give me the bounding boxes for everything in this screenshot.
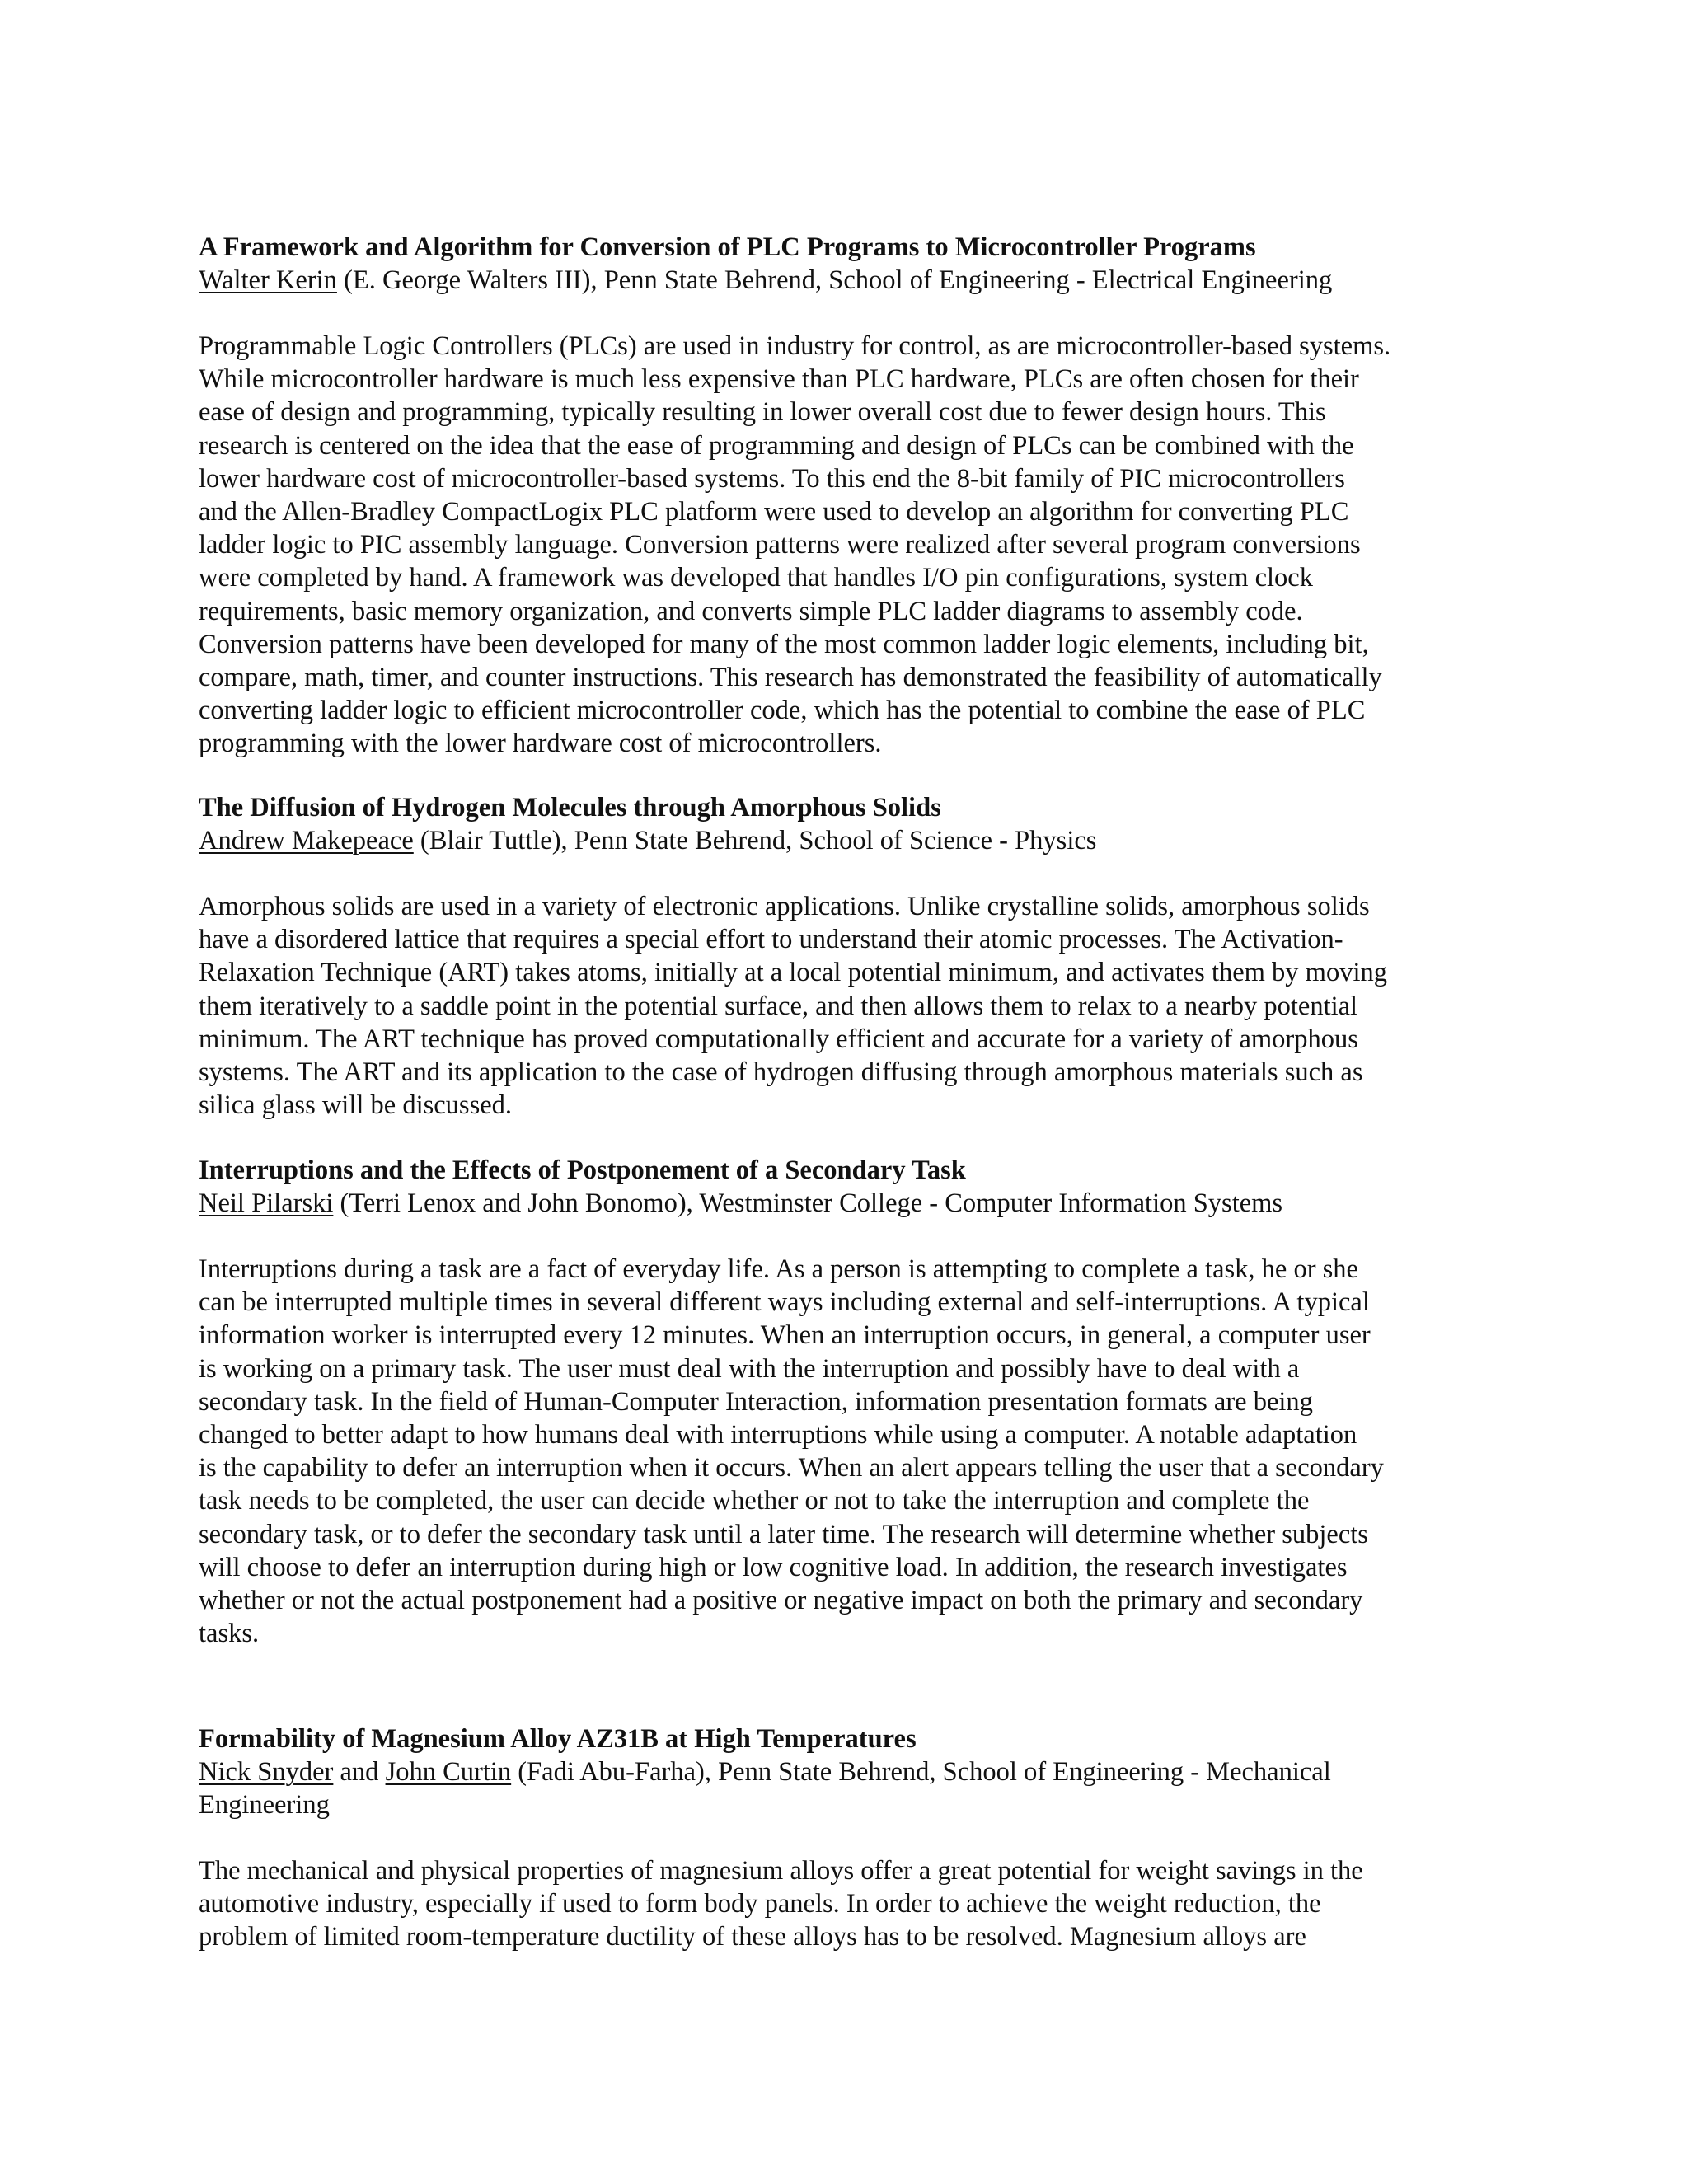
- body-line: Programmable Logic Controllers (PLCs) are used in industry for control, as are microcontroller-based systems.: [199, 331, 1391, 361]
- author-name: John Curtin: [385, 1757, 512, 1787]
- body-line: them iteratively to a saddle point in the potential surface, and then allows them to relax to a nearby potential: [199, 991, 1358, 1021]
- body-line: programming with the lower hardware cost of microcontrollers.: [199, 729, 882, 759]
- abstract-body: [199, 1253, 1493, 1650]
- abstract-title: The Diffusion of Hydrogen Molecules through Amorphous Solids: [199, 793, 941, 823]
- body-line: task needs to be completed, the user can decide whether or not to take the interruption and complete the: [199, 1486, 1310, 1516]
- body-line: secondary task, or to defer the secondary task until a later time. The research will determine whether subjects: [199, 1519, 1368, 1549]
- abstract-byline: [199, 1187, 1493, 1220]
- body-line: Conversion patterns have been developed for many of the most common ladder logic elements, including bit,: [199, 629, 1369, 659]
- body-line: information worker is interrupted every 12 minutes. When an interruption occurs, in general, a computer user: [199, 1320, 1371, 1351]
- affiliation: (Terri Lenox and John Bonomo), Westminster College - Computer Information Systems: [333, 1188, 1283, 1218]
- body-line: silica glass will be discussed.: [199, 1090, 513, 1121]
- abstract-title: Interruptions and the Effects of Postponement of a Secondary Task: [199, 1155, 966, 1185]
- body-line: is the capability to defer an interruption when it occurs. When an alert appears telling the user that a secondary: [199, 1453, 1384, 1483]
- body-line: automotive industry, especially if used to form body panels. In order to achieve the weight reduction, the: [199, 1889, 1321, 1919]
- body-line: will choose to defer an interruption during high or low cognitive load. In addition, the research investigates: [199, 1552, 1348, 1582]
- abstract-body: [199, 890, 1493, 1122]
- affiliation-continuation: Engineering: [199, 1790, 330, 1820]
- body-line: minimum. The ART technique has proved computationally efficient and accurate for a variety of amorphous: [199, 1024, 1358, 1054]
- body-line: is working on a primary task. The user must deal with the interruption and possibly have to deal with a: [199, 1353, 1300, 1384]
- body-line: converting ladder logic to efficient microcontroller code, which has the potential to combine the ease of PLC: [199, 696, 1366, 726]
- body-line: Relaxation Technique (ART) takes atoms, initially at a local potential minimum, and activates them by moving: [199, 958, 1387, 988]
- abstract-hydrogen-diffusion: [199, 791, 1493, 1122]
- author-name: Nick Snyder: [199, 1757, 334, 1787]
- affiliation: (Fadi Abu-Farha), Penn State Behrend, School of Engineering - Mechanical: [511, 1757, 1331, 1787]
- body-line: research is centered on the idea that the ease of programming and design of PLCs can be combined with the: [199, 430, 1354, 461]
- body-line: ease of design and programming, typically resulting in lower overall cost due to fewer design hours. This: [199, 397, 1326, 428]
- body-line: Amorphous solids are used in a variety of electronic applications. Unlike crystalline solids, amorphous solids: [199, 892, 1370, 921]
- body-line: can be interrupted multiple times in several different ways including external and self-interruptions. A typical: [199, 1287, 1370, 1318]
- body-line: changed to better adapt to how humans deal with interruptions while using a computer. A notable adaptation: [199, 1419, 1357, 1450]
- abstract-magnesium-alloy: [199, 1722, 1493, 1954]
- affiliation: (E. George Walters III), Penn State Behrend, School of Engineering - Electrical Engineering: [336, 265, 1333, 295]
- body-line: requirements, basic memory organization, and converts simple PLC ladder diagrams to assembly code.: [199, 596, 1303, 626]
- abstract-body: [199, 330, 1493, 760]
- body-line: lower hardware cost of microcontroller-based systems. To this end the 8-bit family of PIC microcontrollers: [199, 463, 1345, 494]
- abstract-byline: [199, 1755, 1493, 1788]
- body-line: systems. The ART and its application to the case of hydrogen diffusing through amorphous materials such as: [199, 1057, 1363, 1087]
- body-line: and the Allen-Bradley CompactLogix PLC platform were used to develop an algorithm for converting PLC: [199, 496, 1349, 527]
- body-line: secondary task. In the field of Human-Computer Interaction, information presentation formats are being: [199, 1386, 1313, 1417]
- author-joiner: and: [333, 1757, 386, 1787]
- author-name: Andrew Makepeace: [199, 826, 414, 855]
- abstract-plc-conversion: [199, 231, 1493, 760]
- body-line: tasks.: [199, 1619, 260, 1649]
- body-line: Interruptions during a task are a fact of everyday life. As a person is attempting to complete a task, he or she: [199, 1254, 1358, 1284]
- abstract-body: [199, 1854, 1493, 1954]
- body-line: problem of limited room-temperature ductility of these alloys has to be resolved. Magnesium alloys are: [199, 1922, 1306, 1952]
- affiliation: (Blair Tuttle), Penn State Behrend, School of Science - Physics: [413, 826, 1097, 855]
- author-name: Neil Pilarski: [199, 1188, 334, 1218]
- body-line: whether or not the actual postponement had a positive or negative impact on both the primary and secondary: [199, 1585, 1363, 1615]
- abstract-byline: [199, 264, 1493, 297]
- body-line: were completed by hand. A framework was developed that handles I/O pin configurations, system clock: [199, 563, 1313, 593]
- abstract-byline: [199, 824, 1493, 857]
- body-line: have a disordered lattice that requires a special effort to understand their atomic processes. The Activation-: [199, 925, 1343, 955]
- body-line: While microcontroller hardware is much less expensive than PLC hardware, PLCs are often chosen for their: [199, 364, 1359, 395]
- author-name: Walter Kerin: [199, 265, 337, 295]
- body-line: compare, math, timer, and counter instructions. This research has demonstrated the feasibility of automatically: [199, 662, 1382, 692]
- body-line: The mechanical and physical properties of magnesium alloys offer a great potential for weight savings in the: [199, 1856, 1363, 1886]
- body-line: ladder logic to PIC assembly language. Conversion patterns were realized after several program conversions: [199, 530, 1361, 560]
- abstract-interruptions: [199, 1154, 1493, 1650]
- abstract-title: A Framework and Algorithm for Conversion of PLC Programs to Microcontroller Programs: [199, 232, 1256, 262]
- abstract-title: Formability of Magnesium Alloy AZ31B at High Temperatures: [199, 1724, 917, 1754]
